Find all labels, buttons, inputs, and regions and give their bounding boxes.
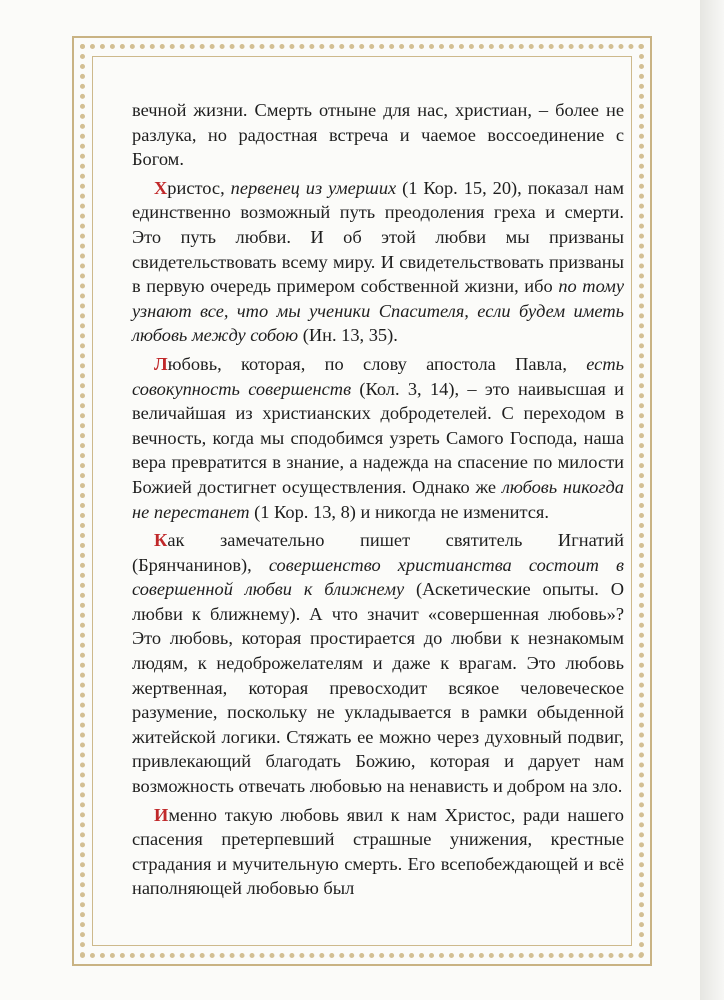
paragraph-5: [132, 803, 624, 901]
run: (Ин. 13, 35).: [298, 325, 398, 346]
paragraph-2: [132, 176, 624, 348]
run: ристос,: [167, 177, 231, 198]
paragraph-1: [132, 98, 624, 172]
run: (Аскетические опыты. О любви к ближнему). А что значит «совершенная любовь»? Это любовь, которая простирается до любви к незнакомым людям, к недоброжелателям и даже к врагам. Это любовь жертвенная, которая превосходит всякое человеческое разумение, поскольку не укладывается в рамки обыденной житейской логики. Стяжать ее можно через духовный подвиг, привлекающий благодать Божию, которая и дарует нам возможность отвечать любовью на ненависть и добром на зло.: [132, 579, 624, 797]
scripture-quote: есть совокупность совершенств: [132, 353, 624, 399]
run: (1 Кор. 13, 8) и никогда не изменится.: [249, 501, 549, 522]
run: юбовь, которая, по слову апостола Павла,: [167, 353, 587, 374]
paragraph-4: [132, 528, 624, 799]
drop-cap: И: [154, 804, 169, 825]
paragraph-3: [132, 352, 624, 524]
drop-cap: Л: [154, 353, 168, 374]
body-text: [132, 98, 624, 901]
quote: совершенство христианства состоит в совершенной любви к ближнему: [132, 554, 624, 600]
run: (1 Кор. 15, 20), показал нам единственно возможный путь преодоления греха и смерти. Это путь любви. И об этой любви мы призваны свидетельствовать всему миру. И свидетельствовать призваны в первую очередь примером собственной жизни, ибо: [132, 177, 624, 297]
run: менно такую любовь явил к нам Христос, ради нашего спасения претерпевший страшные унижения, крестные страдания и мучительную смерть. Его всепобеждающей и всё наполняющей любовью был: [132, 804, 624, 899]
drop-cap: Х: [154, 177, 168, 198]
scripture-quote: любовь никогда не перестанет: [132, 476, 625, 522]
run: вечной жизни. Смерть отныне для нас, христиан, – более не разлука, но радостная встреча и чаемое воссоединение с Богом.: [132, 100, 624, 170]
scripture-quote: по тому узнают все, что мы ученики Спасителя, если будем иметь любовь между собою: [132, 276, 624, 346]
run: (Кол. 3, 14), – это наивысшая и величайшая из христианских добродетелей. С переходом в вечность, когда мы сподобимся узреть Самого Господа, наша вера превратится в знание, а надежда на спасение по милости Божией достигнет осуществления. Однако же: [132, 378, 624, 497]
scripture-quote: первенец из умерших: [230, 177, 397, 198]
drop-cap: К: [154, 530, 168, 551]
run: ак замечательно пишет святитель Игнатий (Брянчанинов),: [132, 530, 624, 575]
page-edge: [700, 0, 724, 1000]
